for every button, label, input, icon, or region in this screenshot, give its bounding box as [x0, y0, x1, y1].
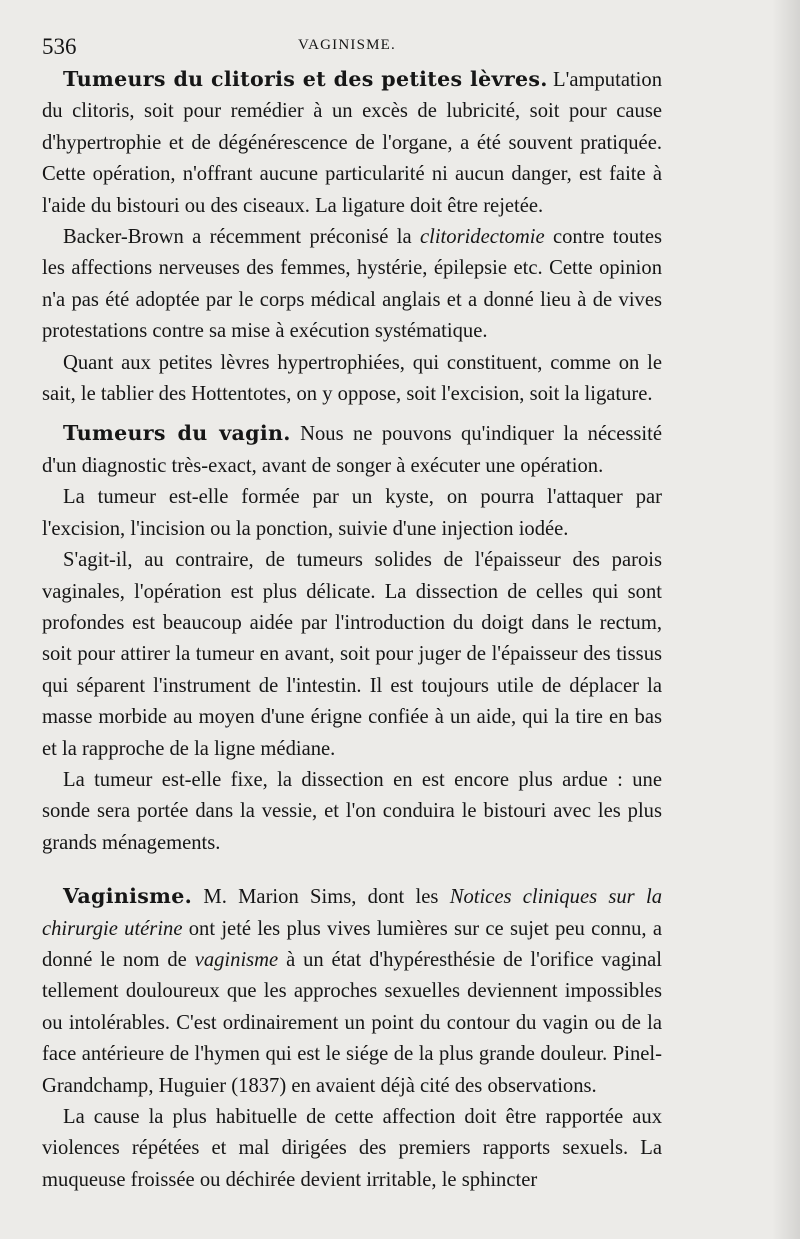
- paragraph-text: à un état d'hypéresthésie de l'orifice vaginal tellement douloureux que les approches sexuelles deviennent impossibles ou intolérables. C'est ordinairement un point du contour du vagin ou de la face antérieure de l'hymen qui est le siége de la plus grande douleur. Pinel-Grandchamp, Huguier (1837) en avaient déjà cité des observations.: [42, 948, 662, 1097]
- paragraph-text: M. Marion Sims, dont les: [192, 886, 450, 909]
- italic-term: vaginisme: [194, 948, 279, 971]
- paragraph-backer-brown: [42, 222, 662, 348]
- paragraph-text: Nous ne pouvons qu'indiquer la nécessité d'un diagnostic très-exact, avant de songer à exécuter une opération.: [42, 423, 662, 477]
- paragraph-text: L'amputation du clitoris, soit pour remédier à un excès de lubricité, soit pour cause d'hypertrophie et de dégénérescence de l'organe, a été souvent pratiquée. Cette opération, n'offrant aucune particularité ni aucun danger, est faite à l'aide du bistouri ou des ciseaux. La ligature doit être rejetée.: [42, 69, 663, 217]
- paragraph-cause: [42, 1102, 662, 1196]
- page-number: 536: [42, 34, 77, 59]
- paragraph-text: La tumeur est-elle formée par un kyste, on pourra l'attaquer par l'excision, l'incision ou la ponction, suivie d'une injection iodée.: [42, 486, 662, 540]
- section-heading-vagin: Tumeurs du vagin.: [63, 421, 291, 446]
- paragraph-vagin-tumors: [42, 418, 662, 482]
- paragraph-text: contre toutes les affections nerveuses des femmes, hystérie, épilepsie etc. Cette opinion n'a pas été adoptée par le corps médical anglais et a donné lieu à de vives protestations contre sa mise à exécution systématique.: [42, 226, 662, 343]
- paragraph-kyste: [42, 482, 662, 545]
- paragraph-text: S'agit-il, au contraire, de tumeurs solides de l'épaisseur des parois vaginales, l'opération est plus délicate. La dissection de celles qui sont profondes est beaucoup aidée par l'introduction du doigt dans le rectum, soit pour attirer la tumeur en avant, soit pour juger de l'épaisseur des tissus qui séparent l'instrument de l'intestin. Il est toujours utile de déplacer la masse morbide au moyen d'une érigne confiée à un aide, qui la tire en bas et la rapproche de la ligne médiane.: [42, 549, 662, 760]
- section-heading-vaginisme: Vaginisme.: [63, 884, 193, 909]
- italic-term: clitoridectomie: [419, 226, 545, 249]
- paragraph-text: ont jeté les plus vives lumières sur ce sujet peu connu, a donné le nom de: [42, 917, 662, 971]
- paragraph-clitoris-tumors: [42, 64, 662, 222]
- italic-title: Notices cliniques sur la chirurgie utérine: [42, 886, 662, 940]
- paragraph-text: La cause la plus habituelle de cette affection doit être rapportée aux violences répétées et mal dirigées des premiers rapports sexuels. La muqueuse froissée ou déchirée devient irritable, le sphincter: [42, 1106, 662, 1191]
- paragraph-text: Quant aux petites lèvres hypertrophiées, qui constituent, comme on le sait, le tablier des Hottentotes, on y oppose, soit l'excision, soit la ligature.: [42, 351, 662, 406]
- paragraph-tumeur-fixe: [42, 765, 662, 859]
- paragraph-tumeurs-solides: [42, 545, 662, 765]
- running-title: VAGINISME.: [298, 37, 396, 53]
- running-head: [42, 34, 662, 62]
- paragraph-text: La tumeur est-elle fixe, la dissection en est encore plus ardue : une sonde sera portée dans la vessie, et l'on conduira le bistouri avec les plus grands ménagements.: [42, 768, 662, 854]
- paragraph-text: Backer-Brown a récemment préconisé la: [63, 226, 420, 249]
- section-heading-clitoris: Tumeurs du clitoris et des petites lèvres.: [63, 67, 548, 91]
- paragraph-vaginisme: [42, 881, 662, 1102]
- body-text: [42, 64, 662, 1196]
- paragraph-petites-levres: [42, 348, 662, 411]
